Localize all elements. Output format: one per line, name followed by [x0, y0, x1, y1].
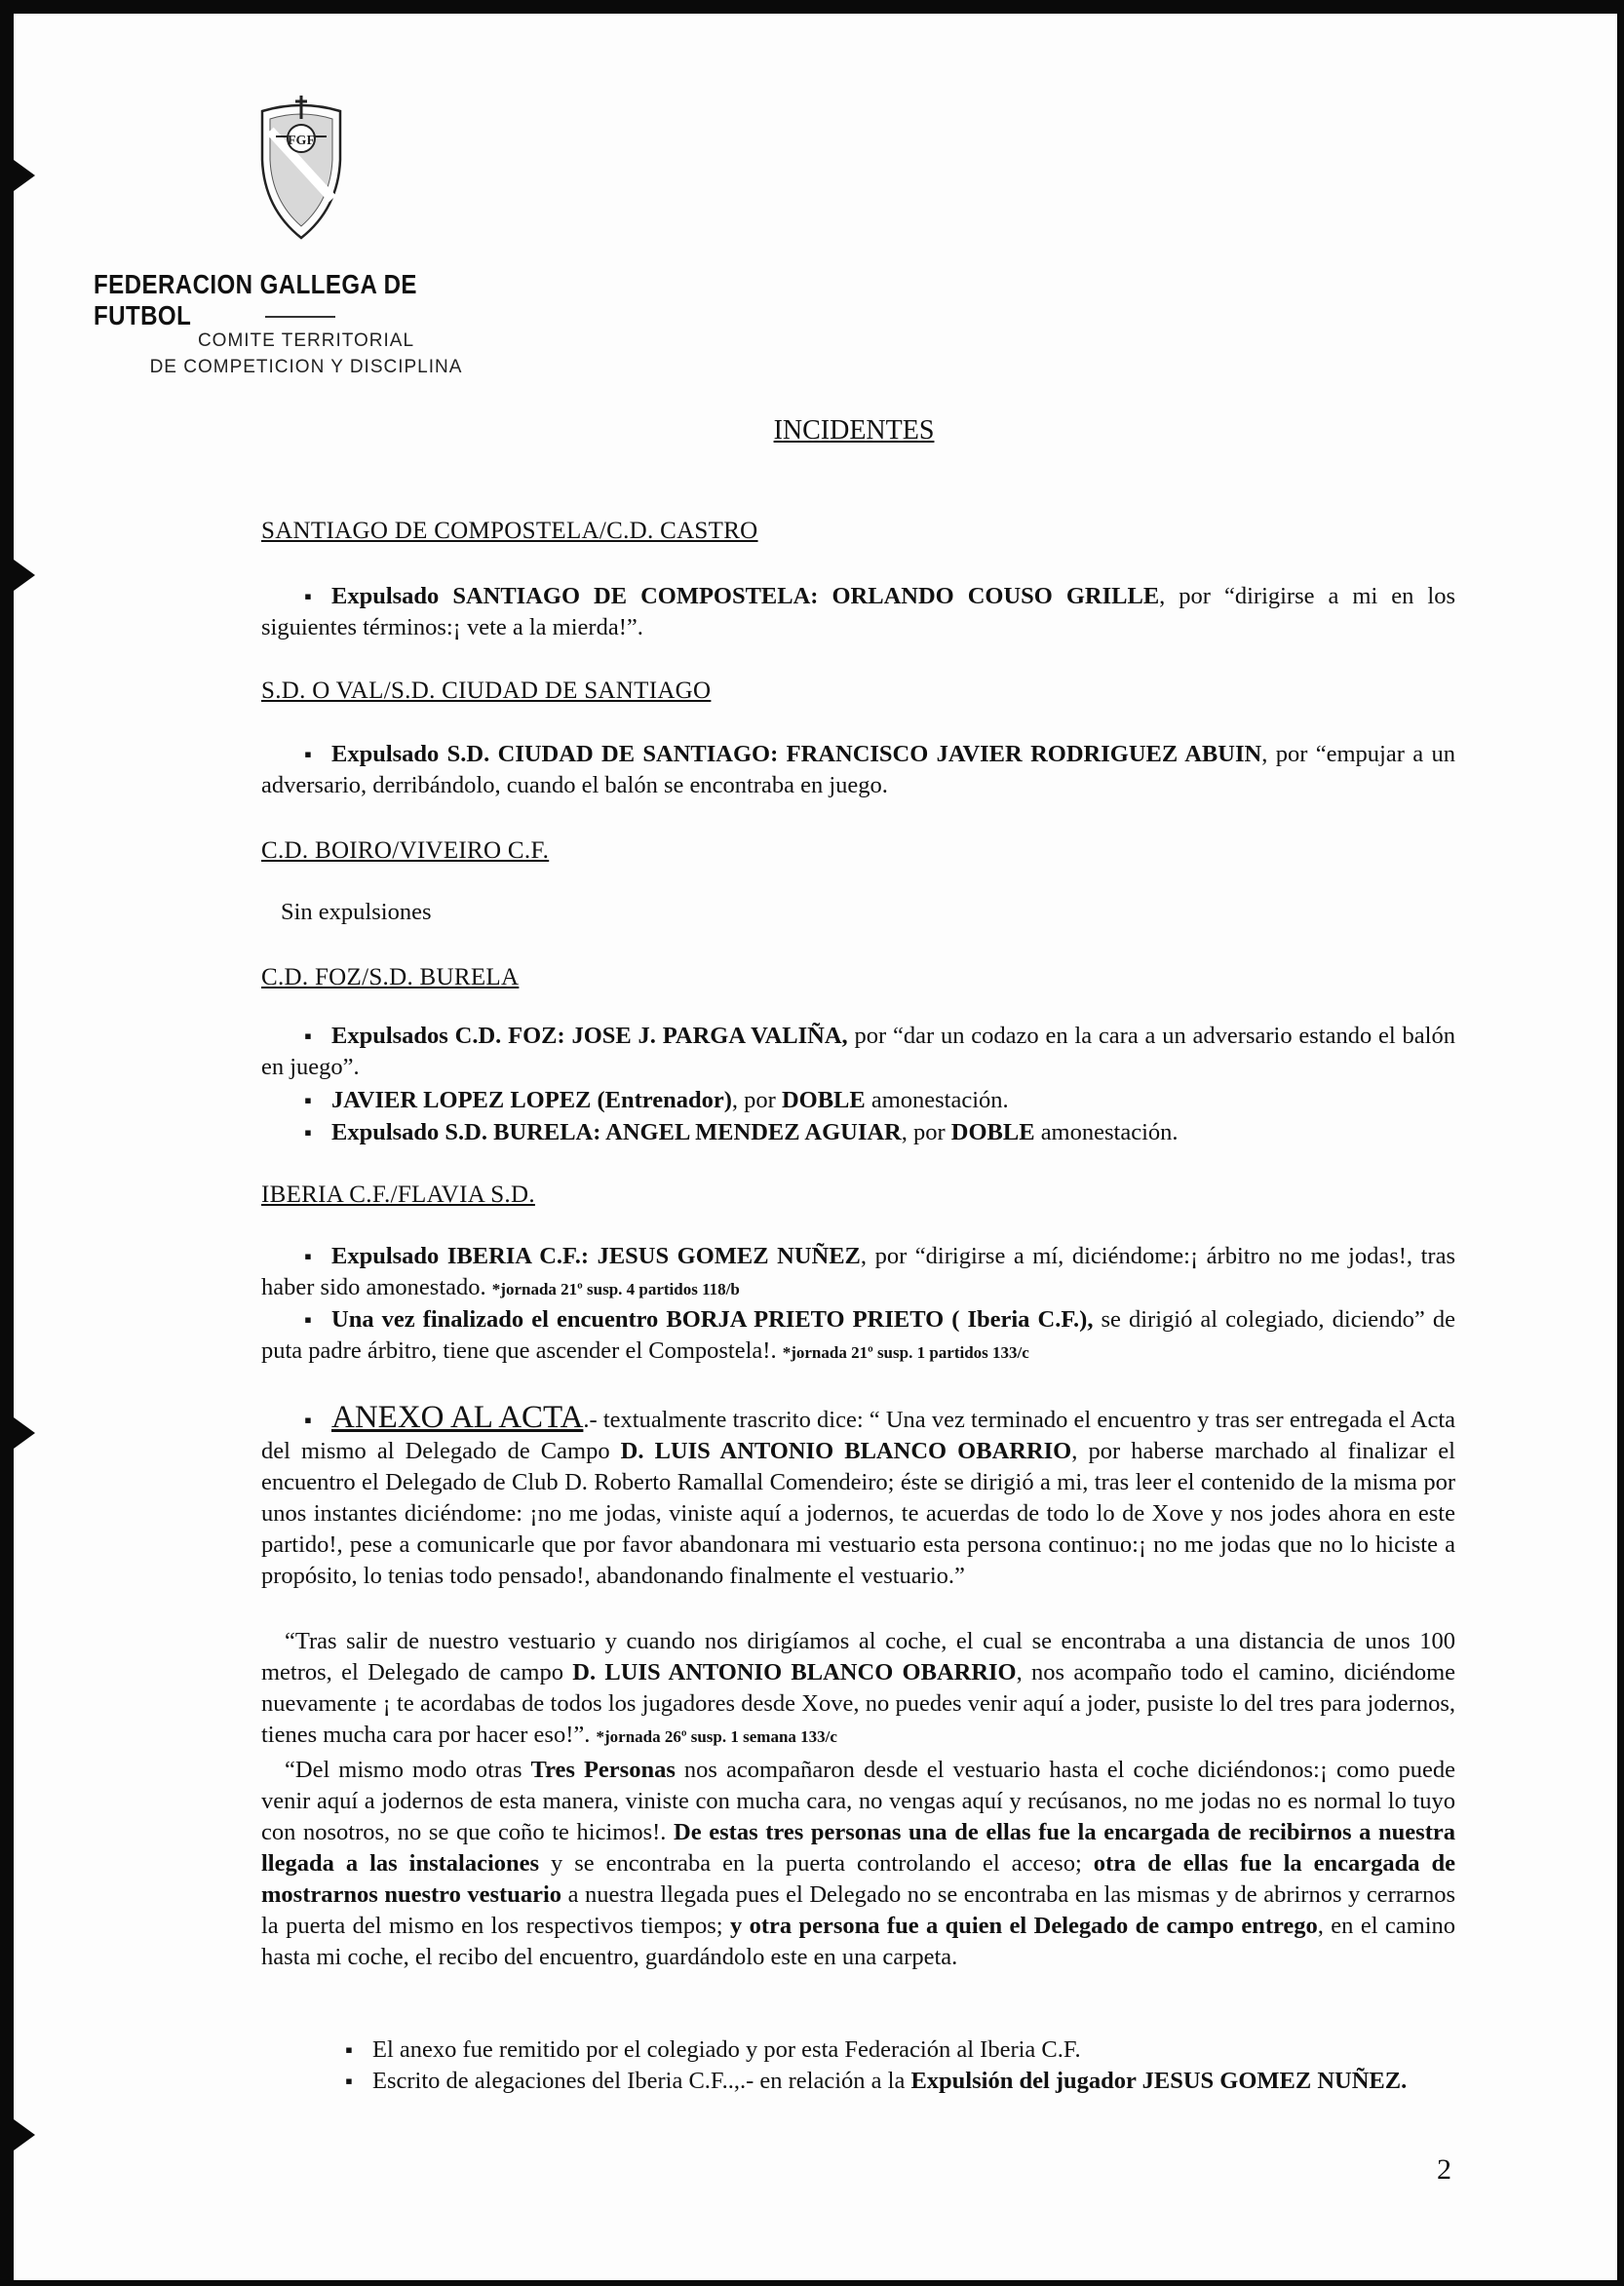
player-label: Expulsado S.D. BURELA: ANGEL MENDEZ AGUIAR	[331, 1119, 902, 1145]
player-label: Expulsado S.D. CIUDAD DE SANTIAGO: FRANCISCO JAVIER RODRIGUEZ ABUIN	[331, 741, 1262, 767]
anexo-text: a nuestra llegada pues el Delegado no se encontraba en las mismas y de abrirnos y cerrarnos la puerta del mismo en los respectivos tiempos;	[261, 1881, 1456, 1939]
incident-text: , por “dirigirse a mí, diciéndome:¡ árbitro no me jodas!, tras haber sido amonestado.	[261, 1243, 1455, 1300]
sanction-note: *jornada 21º susp. 1 partidos 133/c	[782, 1343, 1029, 1362]
incident-text: amonestación.	[1034, 1119, 1179, 1145]
match-heading: S.D. O VAL/S.D. CIUDAD DE SANTIAGO	[261, 678, 712, 704]
person-name: D. LUIS ANTONIO BLANCO OBARRIO	[572, 1659, 1017, 1685]
incident-text: , por “empujar a un adversario, derribándolo, cuando el balón se encontraba en juego.	[261, 741, 1455, 798]
incident-text: DOBLE	[781, 1087, 866, 1113]
incident-text: se dirigió al colegiado, diciendo” de puta padre árbitro, tiene que ascender el Compostela!.	[261, 1306, 1455, 1364]
anexo-paragraph-3	[261, 1755, 1455, 1973]
committee-line-1: COMITE TERRITORIAL	[197, 330, 415, 351]
anexo-text: Escrito de alegaciones del Iberia C.F..,.- en relación a la	[372, 2068, 911, 2094]
committee-line-2: DE COMPETICION Y DISCIPLINA	[149, 357, 463, 377]
anexo-text: , nos acompaño todo el camino, diciéndome nuevamente ¡ te acordabas de todos los jugadores desde Xove, no puedes venir aquí a joder, pusiste lo del tres para jodernos, tienes mucha cara por hacer eso!”.	[261, 1659, 1455, 1748]
federation-crest-icon	[252, 92, 350, 248]
sanction-note: *jornada 26º susp. 1 semana 133/c	[596, 1727, 837, 1746]
match-heading: IBERIA C.F./FLAVIA S.D.	[261, 1182, 535, 1208]
person-name: D. LUIS ANTONIO BLANCO OBARRIO	[620, 1438, 1072, 1464]
no-expulsions-text: Sin expulsiones	[281, 899, 432, 925]
match-heading: SANTIAGO DE COMPOSTELA/C.D. CASTRO	[261, 518, 758, 544]
incident-text: DOBLE	[950, 1119, 1035, 1145]
incident-entry	[261, 1085, 1455, 1116]
anexo-paragraph-1	[261, 1402, 1455, 1592]
anexo-bullet	[302, 2066, 1455, 2097]
torn-edge	[14, 560, 35, 591]
incident-text: , por	[731, 1087, 782, 1113]
incident-text: , por	[901, 1119, 951, 1145]
torn-edge	[14, 1417, 35, 1449]
incident-entry	[261, 739, 1455, 801]
anexo-paragraph-2	[261, 1626, 1455, 1753]
anexo-text: y se encontraba en la puerta controlando el acceso;	[539, 1850, 1094, 1877]
anexo-bold: y otra persona fue a quien el Delegado de campo entrego	[729, 1913, 1318, 1939]
document-page	[14, 14, 1617, 2280]
player-label: Una vez finalizado el encuentro BORJA PRIETO PRIETO ( Iberia C.F.),	[331, 1306, 1094, 1333]
player-label: Expulsado SANTIAGO DE COMPOSTELA: ORLANDO COUSO GRILLE	[331, 583, 1160, 609]
anexo-text: El anexo fue remitido por el colegiado y por esta Federación al Iberia C.F.	[372, 2036, 1081, 2063]
anexo-bold: Tres Personas	[530, 1757, 676, 1783]
torn-edge	[14, 160, 35, 191]
incident-entry	[261, 1304, 1455, 1369]
incident-entry	[261, 1241, 1455, 1305]
incident-entry	[261, 1021, 1455, 1083]
torn-edge	[14, 2119, 35, 2150]
anexo-bold: Expulsión del jugador JESUS GOMEZ NUÑEZ.	[910, 2068, 1408, 2094]
player-label: JAVIER LOPEZ LOPEZ (Entrenador)	[331, 1087, 732, 1113]
incident-text: , por “dirigirse a mi en los siguientes términos:¡ vete a la mierda!”.	[261, 583, 1455, 640]
incident-entry	[261, 1117, 1455, 1148]
incident-entry	[261, 581, 1455, 643]
anexo-bold: De estas tres personas una de ellas fue la encargada de recibirnos a nuestra llegada a las instalaciones	[261, 1819, 1455, 1877]
incident-text: amonestación.	[865, 1087, 1009, 1113]
anexo-text: .- textualmente trascrito dice: “ Una vez terminado el encuentro y tras ser entregada el Acta del mismo al Delegado de Campo	[261, 1407, 1456, 1464]
sanction-note: *jornada 21º susp. 4 partidos 118/b	[491, 1280, 740, 1298]
page-title: INCIDENTES	[773, 415, 935, 446]
page-number: 2	[1437, 2153, 1451, 2186]
anexo-text: , en el camino hasta mi coche, el recibo del encuentro, guardándolo este en una carpeta.	[261, 1913, 1456, 1970]
anexo-text: nos acompañaron desde el vestuario hasta el coche diciéndonos:¡ como puede venir aquí a jodernos de esta manera, viniste con mucha cara, no vengas aquí y recúsanos, no me jodas no es normal lo tuyo con nosotros, no se que coño te hicimos!.	[261, 1757, 1455, 1845]
match-heading: C.D. FOZ/S.D. BURELA	[261, 964, 520, 990]
anexo-title: ANEXO AL ACTA	[331, 1400, 584, 1435]
player-label: Expulsados C.D. FOZ: JOSE J. PARGA VALIÑA,	[331, 1023, 848, 1049]
match-heading: C.D. BOIRO/VIVEIRO C.F.	[261, 837, 550, 864]
divider	[265, 316, 335, 318]
anexo-bold: otra de ellas fue la encargada de mostrarnos nuestro vestuario	[261, 1850, 1456, 1908]
anexo-text: “Del mismo modo otras	[285, 1757, 531, 1783]
player-label: Expulsado IBERIA C.F.: JESUS GOMEZ NUÑEZ	[331, 1243, 861, 1269]
incident-text: por “dar un codazo en la cara a un adversario estando el balón en juego”.	[261, 1023, 1455, 1080]
anexo-bullet	[302, 2034, 1455, 2066]
anexo-text: , por haberse marchado al finalizar el encuentro el Delegado de Club D. Roberto Ramallal Comendeiro; éste se dirigió a mi, tras leer el contenido de la misma por unos instantes diciéndome: ¡no me jodas, viniste aquí a jodernos, te acuerdas de todo lo de Xove y nos jodes ahora en este partido!, pese a comunicarle que por favor abandonara mi vestuario esta persona continuo:¡ no me jodas que no lo hiciste a propósito, lo tenias todo pensado!, abandonando finalmente el vestuario.”	[261, 1438, 1455, 1589]
organization-name: FEDERACION GALLEGA DE FUTBOL	[94, 269, 417, 330]
svg-text:FGF: FGF	[288, 134, 315, 148]
anexo-text: “Tras salir de nuestro vestuario y cuando nos dirigíamos al coche, el cual se encontraba a una distancia de unos 100 metros, el Delegado de campo	[261, 1628, 1455, 1685]
